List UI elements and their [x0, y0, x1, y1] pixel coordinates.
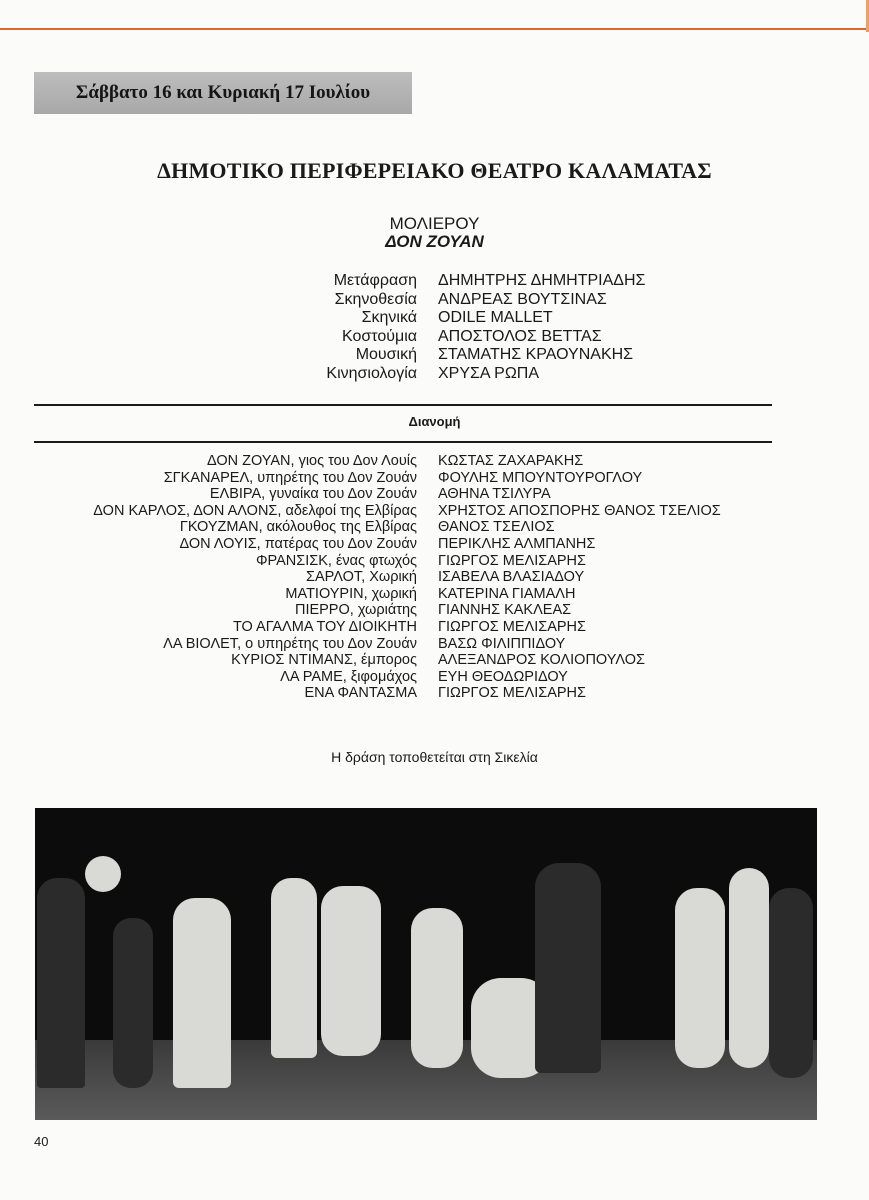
character: ΔΟΝ ΖΟΥΑΝ, γιος του Δον Λουίς — [206, 453, 417, 469]
credit-name: ΑΠΟΣΤΟΛΟΣ ΒΕΤΤΑΣ — [438, 327, 602, 345]
performer-figure — [769, 888, 813, 1078]
credit-row — [0, 365, 869, 383]
cast-row — [0, 536, 869, 553]
character: ΛΑ ΒΙΟΛΕΤ, ο υπηρέτης του Δον Ζουάν — [163, 635, 417, 652]
credit-role: Σκηνοθεσία — [334, 290, 417, 308]
divider — [34, 404, 772, 406]
performer-figure — [411, 908, 463, 1068]
actor: ΧΡΗΣΤΟΣ ΑΠΟΣΠΟΡΗΣ ΘΑΝΟΣ ΤΣΕΛΙΟΣ — [438, 502, 721, 519]
character: ΕΛΒΙΡΑ, γυναίκα του Δον Ζουάν — [209, 486, 417, 503]
credit-role: Κινησιολογία — [326, 364, 417, 382]
performer-figure — [173, 898, 231, 1088]
play-title: ΔΟΝ ΖΟΥΑΝ — [385, 232, 484, 251]
credit-row — [0, 309, 869, 327]
actor: ΚΑΤΕΡΙΝΑ ΓΙΑΜΑΛΗ — [438, 585, 576, 602]
character: ΛΑ ΡΑΜΕ, ξιφομάχος — [280, 668, 417, 685]
credit-name: ΣΤΑΜΑΤΗΣ ΚΡΑΟΥΝΑΚΗΣ — [438, 346, 634, 363]
character: ΕΝΑ ΦΑΝΤΑΣΜΑ — [304, 685, 417, 702]
character: ΣΓΚΑΝΑΡΕΛ, υπηρέτης του Δον Ζουάν — [163, 469, 417, 486]
setting-note: Η δράση τοποθετείται στη Σικελία — [331, 749, 538, 765]
cast-row — [0, 486, 869, 503]
actor: ΦΟΥΛΗΣ ΜΠΟΥΝΤΟΥΡΟΓΛΟΥ — [438, 469, 643, 486]
cast-row — [0, 519, 869, 536]
actor: ΙΣΑΒΕΛΑ ΒΛΑΣΙΑΔΟΥ — [438, 569, 585, 586]
performer-figure — [729, 868, 769, 1068]
date-band — [34, 72, 412, 114]
author: ΜΟΛΙΕΡΟΥ — [389, 214, 480, 233]
cast-row — [0, 453, 869, 470]
character: ΣΑΡΛΟΤ, Χωρική — [306, 569, 417, 586]
actor: ΓΙΩΡΓΟΣ ΜΕΛΙΣΑΡΗΣ — [438, 685, 586, 702]
date-text: Σάββατο 16 και Κυριακή 17 Ιουλίου — [75, 82, 371, 103]
credit-role: Μετάφραση — [333, 272, 417, 289]
divider — [34, 441, 772, 443]
actor: ΕΥΗ ΘΕΟΔΩΡΙΔΟΥ — [438, 668, 568, 685]
actor: ΒΑΣΩ ΦΙΛΙΠΠΙΔΟΥ — [438, 635, 566, 652]
actor: ΓΙΑΝΝΗΣ ΚΑΚΛΕΑΣ — [438, 602, 572, 619]
credit-row — [0, 328, 869, 346]
actor: ΘΑΝΟΣ ΤΣΕΛΙΟΣ — [438, 519, 555, 536]
credit-role: Κοστούμια — [341, 327, 417, 345]
cast-row — [0, 553, 869, 570]
performer-figure — [85, 856, 121, 892]
cast-row — [0, 586, 869, 603]
cast-row — [0, 652, 869, 669]
cast-row — [0, 669, 869, 686]
character: ΜΑΤΙΟΥΡΙΝ, χωρική — [285, 585, 417, 602]
performer-figure — [271, 878, 317, 1058]
credit-row — [0, 291, 869, 309]
credit-role: Μουσική — [355, 346, 417, 363]
character: ΠΙΕΡΡΟ, χωριάτης — [294, 602, 417, 619]
cast-row — [0, 602, 869, 619]
performer-figure — [535, 863, 601, 1073]
cast-row — [0, 619, 869, 636]
page-number: 40 — [34, 1134, 49, 1149]
stage-photo — [35, 808, 817, 1120]
performer-figure — [113, 918, 153, 1088]
performer-figure — [321, 886, 381, 1056]
cast-row — [0, 685, 869, 702]
character: ΦΡΑΝΣΙΣΚ, ένας φτωχός — [255, 552, 417, 569]
cast-row — [0, 503, 869, 520]
performer-figure — [37, 878, 85, 1088]
character: ΔΟΝ ΚΑΡΛΟΣ, ΔΟΝ ΑΛΟΝΣ, αδελφοί της Ελβίρας — [93, 502, 417, 519]
credit-row — [0, 272, 869, 290]
performer-figure — [675, 888, 725, 1068]
actor: ΚΩΣΤΑΣ ΖΑΧΑΡΑΚΗΣ — [438, 453, 584, 469]
actor: ΓΙΩΡΓΟΣ ΜΕΛΙΣΑΡΗΣ — [438, 619, 586, 635]
actor: ΑΘΗΝΑ ΤΣΙΛΥΡΑ — [438, 486, 551, 503]
actor: ΠΕΡΙΚΛΗΣ ΑΛΜΠΑΝΗΣ — [438, 536, 596, 552]
credit-role: Σκηνικά — [361, 309, 417, 326]
cast-row — [0, 636, 869, 653]
cast-row — [0, 470, 869, 487]
top-rule — [0, 28, 869, 30]
credit-row — [0, 346, 869, 364]
character: ΤΟ ΑΓΑΛΜΑ ΤΟΥ ΔΙΟΙΚΗΤΗ — [232, 619, 417, 635]
character: ΓΚΟΥΖΜΑΝ, ακόλουθος της Ελβίρας — [179, 519, 417, 536]
theatre-title: ΔΗΜΟΤΙΚΟ ΠΕΡΙΦΕΡΕΙΑΚΟ ΘΕΑΤΡΟ ΚΑΛΑΜΑΤΑΣ — [157, 158, 712, 183]
cast-row — [0, 569, 869, 586]
credit-name: ΑΝΔΡΕΑΣ ΒΟΥΤΣΙΝΑΣ — [438, 290, 607, 308]
actor: ΓΙΩΡΓΟΣ ΜΕΛΙΣΑΡΗΣ — [438, 552, 586, 569]
cast-heading: Διανομή — [408, 414, 461, 429]
credit-name: ΔΗΜΗΤΡΗΣ ΔΗΜΗΤΡΙΑΔΗΣ — [438, 272, 646, 289]
actor: ΑΛΕΞΑΝΔΡΟΣ ΚΟΛΙΟΠΟΥΛΟΣ — [438, 652, 645, 669]
character: ΚΥΡΙΟΣ ΝΤΙΜΑΝΣ, έμπορος — [231, 652, 417, 669]
credit-name: ΧΡΥΣΑ ΡΩΠΑ — [438, 364, 539, 382]
credit-name: ODILE MALLET — [438, 309, 553, 326]
character: ΔΟΝ ΛΟΥΙΣ, πατέρας του Δον Ζουάν — [179, 536, 417, 552]
